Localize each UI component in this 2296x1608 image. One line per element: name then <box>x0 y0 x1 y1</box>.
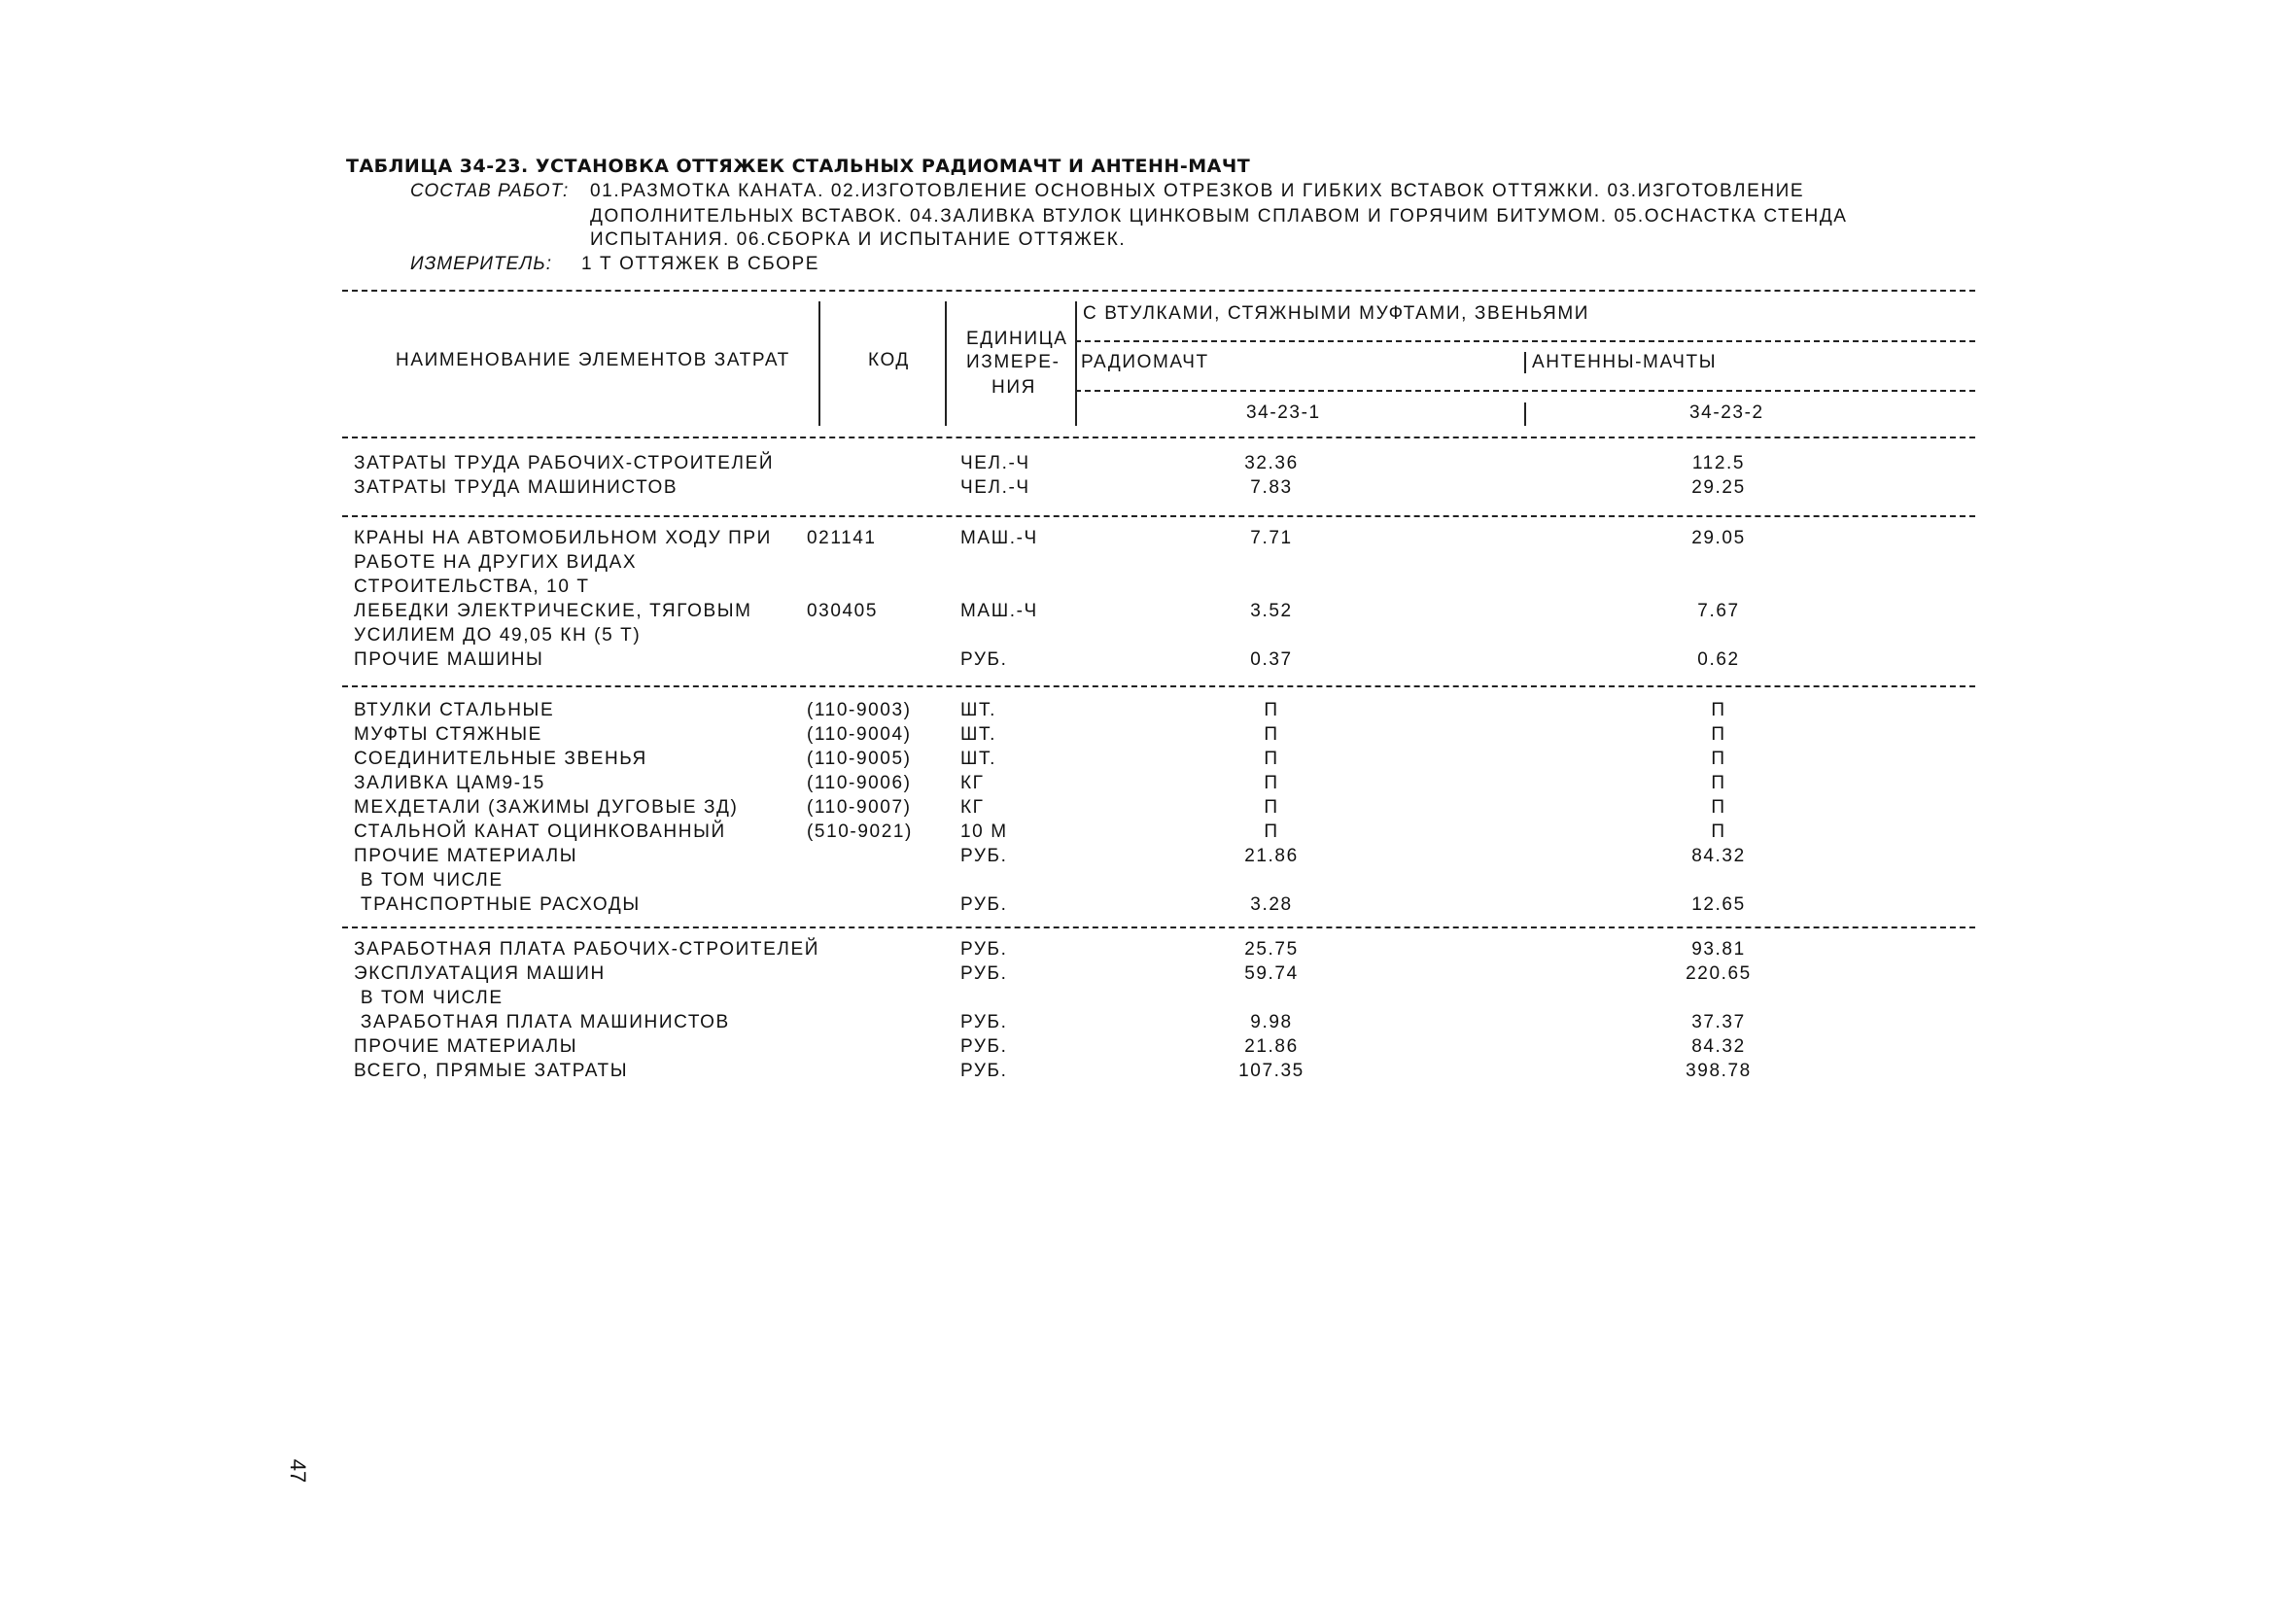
row-value-antenna: П <box>1711 797 1726 818</box>
row-value-antenna: 93.81 <box>1691 939 1746 960</box>
header-top-rule <box>342 290 1975 292</box>
section-rule <box>342 685 1975 687</box>
row-name: В ТОМ ЧИСЛЕ <box>354 870 504 891</box>
row-value-radiomast: 25.75 <box>1244 939 1299 960</box>
row-name: ВТУЛКИ СТАЛЬНЫЕ <box>354 700 555 720</box>
row-code: (110-9003) <box>807 700 912 720</box>
row-code: (110-9007) <box>807 797 912 818</box>
row-value-antenna: П <box>1711 700 1726 720</box>
section-rule <box>342 926 1975 928</box>
row-name: ЗАРАБОТНАЯ ПЛАТА РАБОЧИХ-СТРОИТЕЛЕЙ <box>354 939 819 960</box>
row-unit: КГ <box>960 773 985 793</box>
row-name: ЗАЛИВКА ЦАМ9-15 <box>354 773 545 793</box>
row-value-radiomast: 0.37 <box>1250 649 1293 670</box>
row-unit: ШТ. <box>960 700 996 720</box>
row-name: КРАНЫ НА АВТОМОБИЛЬНОМ ХОДУ ПРИ <box>354 528 772 548</box>
row-value-antenna: П <box>1711 749 1726 769</box>
row-name: ПРОЧИЕ МАТЕРИАЛЫ <box>354 846 578 866</box>
row-value-radiomast: 107.35 <box>1238 1061 1305 1081</box>
row-name: РАБОТЕ НА ДРУГИХ ВИДАХ <box>354 552 638 573</box>
row-value-antenna: 220.65 <box>1686 963 1752 984</box>
header-sub1: РАДИОМАЧТ <box>1081 352 1209 372</box>
row-value-antenna: 398.78 <box>1686 1061 1752 1081</box>
row-unit: РУБ. <box>960 649 1008 670</box>
row-name: ТРАНСПОРТНЫЕ РАСХОДЫ <box>354 894 641 915</box>
composition-line: ДОПОЛНИТЕЛЬНЫХ ВСТАВОК. 04.ЗАЛИВКА ВТУЛОК ЦИНКОВЫМ СПЛАВОМ И ГОРЯЧИМ БИТУМОМ. 05.ОСНАСТКА СТЕНДА <box>590 206 1848 227</box>
col-divider <box>945 301 947 426</box>
row-code: (110-9006) <box>807 773 912 793</box>
section-rule <box>342 515 1975 517</box>
row-value-antenna: 84.32 <box>1691 1036 1746 1057</box>
row-name: ЭКСПЛУАТАЦИЯ МАШИН <box>354 963 606 984</box>
row-value-radiomast: 32.36 <box>1244 453 1299 473</box>
row-unit: РУБ. <box>960 894 1008 915</box>
row-unit: МАШ.-Ч <box>960 601 1038 621</box>
row-value-antenna: 112.5 <box>1691 453 1746 473</box>
header-bottom-rule <box>342 437 1975 438</box>
row-value-radiomast: 3.52 <box>1250 601 1293 621</box>
composition-line: 01.РАЗМОТКА КАНАТА. 02.ИЗГОТОВЛЕНИЕ ОСНОВНЫХ ОТРЕЗКОВ И ГИБКИХ ВСТАВОК ОТТЯЖКИ. 03.ИЗГОТОВЛЕНИЕ <box>590 181 1805 201</box>
row-name: ЗАТРАТЫ ТРУДА РАБОЧИХ-СТРОИТЕЛЕЙ <box>354 453 775 473</box>
row-value-antenna: 29.25 <box>1691 477 1746 498</box>
header-unit: ИЗМЕРЕ- <box>966 352 1061 372</box>
composition-label: СОСТАВ РАБОТ: <box>410 181 570 201</box>
row-name: ВСЕГО, ПРЯМЫЕ ЗАТРАТЫ <box>354 1061 629 1081</box>
row-code: 030405 <box>807 601 879 621</box>
meter-value: 1 Т ОТТЯЖЕК В СБОРЕ <box>581 254 820 274</box>
row-name: МУФТЫ СТЯЖНЫЕ <box>354 724 542 745</box>
row-name: УСИЛИЕМ ДО 49,05 КН (5 Т) <box>354 625 642 646</box>
row-unit: ШТ. <box>960 724 996 745</box>
col-divider <box>1524 352 1526 373</box>
header-code: КОД <box>868 350 910 370</box>
header-code1: 34-23-1 <box>1246 402 1321 423</box>
row-name: СОЕДИНИТЕЛЬНЫЕ ЗВЕНЬЯ <box>354 749 647 769</box>
row-code: 021141 <box>807 528 877 548</box>
row-unit: КГ <box>960 797 985 818</box>
row-unit: РУБ. <box>960 1061 1008 1081</box>
row-code: (110-9004) <box>807 724 912 745</box>
row-value-radiomast: 21.86 <box>1244 1036 1299 1057</box>
row-value-radiomast: 7.71 <box>1250 528 1293 548</box>
header-unit: НИЯ <box>991 377 1036 398</box>
col-divider <box>818 301 820 426</box>
header-code2: 34-23-2 <box>1689 402 1764 423</box>
page-number: 47 <box>286 1458 311 1484</box>
header-group: С ВТУЛКАМИ, СТЯЖНЫМИ МУФТАМИ, ЗВЕНЬЯМИ <box>1083 303 1590 324</box>
composition-line: ИСПЫТАНИЯ. 06.СБОРКА И ИСПЫТАНИЕ ОТТЯЖЕК. <box>590 229 1127 250</box>
row-value-radiomast: П <box>1264 700 1279 720</box>
header-unit: ЕДИНИЦА <box>966 329 1068 349</box>
row-value-antenna: 84.32 <box>1691 846 1746 866</box>
row-name: СТАЛЬНОЙ КАНАТ ОЦИНКОВАННЫЙ <box>354 821 726 842</box>
table-title: ТАБЛИЦА 34-23. УСТАНОВКА ОТТЯЖЕК СТАЛЬНЫХ РАДИОМАЧТ И АНТЕНН-МАЧТ <box>346 156 1251 177</box>
row-value-radiomast: 7.83 <box>1250 477 1293 498</box>
row-value-radiomast: П <box>1264 749 1279 769</box>
col-divider <box>1524 402 1526 426</box>
row-unit: РУБ. <box>960 1012 1008 1032</box>
row-value-antenna: 7.67 <box>1697 601 1740 621</box>
col-divider <box>1075 301 1077 426</box>
row-name: ПРОЧИЕ МАТЕРИАЛЫ <box>354 1036 578 1057</box>
row-name: СТРОИТЕЛЬСТВА, 10 Т <box>354 577 590 597</box>
row-value-radiomast: П <box>1264 821 1279 842</box>
row-code: (510-9021) <box>807 821 913 842</box>
row-unit: 10 М <box>960 821 1008 842</box>
row-name: ЗАРАБОТНАЯ ПЛАТА МАШИНИСТОВ <box>354 1012 730 1032</box>
meter-label: ИЗМЕРИТЕЛЬ: <box>410 254 552 274</box>
row-value-antenna: П <box>1711 724 1726 745</box>
row-value-antenna: П <box>1711 773 1726 793</box>
row-code: (110-9005) <box>807 749 912 769</box>
row-value-radiomast: 21.86 <box>1244 846 1299 866</box>
row-name: В ТОМ ЧИСЛЕ <box>354 988 504 1008</box>
row-value-radiomast: 59.74 <box>1244 963 1299 984</box>
header-name: НАИМЕНОВАНИЕ ЭЛЕМЕНТОВ ЗАТРАТ <box>396 350 790 370</box>
header-group-rule <box>1075 340 1975 342</box>
row-unit: ШТ. <box>960 749 996 769</box>
row-value-antenna: П <box>1711 821 1726 842</box>
row-value-antenna: 12.65 <box>1691 894 1746 915</box>
row-unit: РУБ. <box>960 963 1008 984</box>
row-value-antenna: 37.37 <box>1691 1012 1746 1032</box>
row-name: ЗАТРАТЫ ТРУДА МАШИНИСТОВ <box>354 477 678 498</box>
row-unit: ЧЕЛ.-Ч <box>960 453 1030 473</box>
row-value-radiomast: П <box>1264 797 1279 818</box>
row-unit: МАШ.-Ч <box>960 528 1038 548</box>
row-value-radiomast: П <box>1264 773 1279 793</box>
row-name: ПРОЧИЕ МАШИНЫ <box>354 649 544 670</box>
row-name: МЕХДЕТАЛИ (ЗАЖИМЫ ДУГОВЫЕ ЗД) <box>354 797 739 818</box>
row-name: ЛЕБЕДКИ ЭЛЕКТРИЧЕСКИЕ, ТЯГОВЫМ <box>354 601 752 621</box>
row-value-radiomast: П <box>1264 724 1279 745</box>
row-unit: РУБ. <box>960 939 1008 960</box>
row-unit: РУБ. <box>960 846 1008 866</box>
header-sub2: АНТЕННЫ-МАЧТЫ <box>1532 352 1718 372</box>
row-unit: ЧЕЛ.-Ч <box>960 477 1030 498</box>
header-sub-rule <box>1075 390 1975 392</box>
row-value-radiomast: 3.28 <box>1250 894 1293 915</box>
row-value-radiomast: 9.98 <box>1250 1012 1293 1032</box>
row-value-antenna: 0.62 <box>1697 649 1740 670</box>
row-value-antenna: 29.05 <box>1691 528 1746 548</box>
row-unit: РУБ. <box>960 1036 1008 1057</box>
